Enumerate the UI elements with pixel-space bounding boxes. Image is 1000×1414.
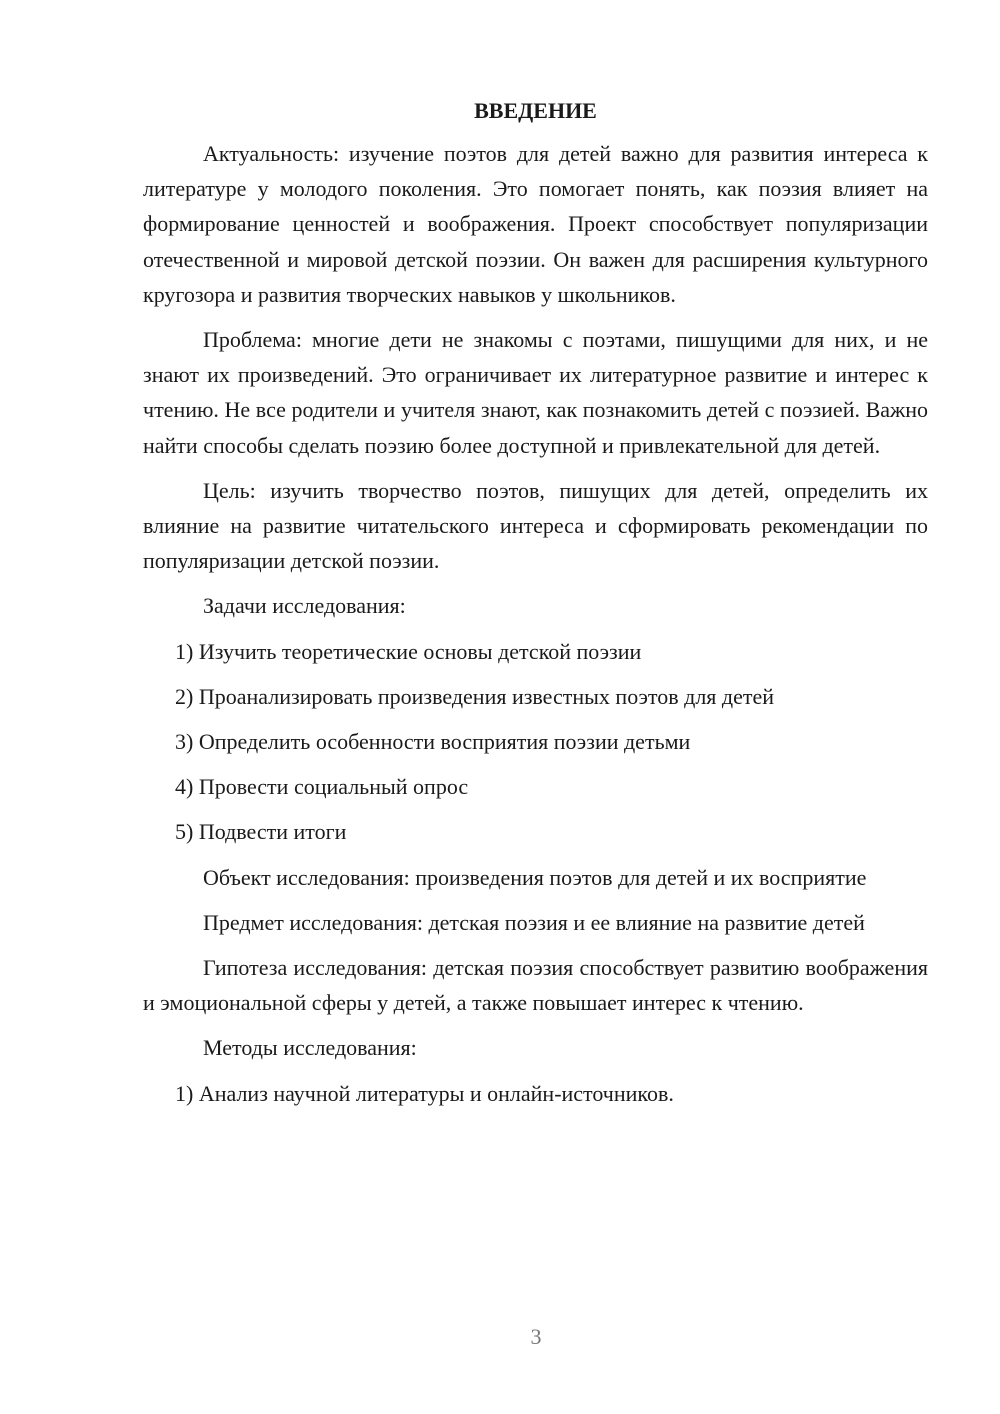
relevance-paragraph: Актуальность: изучение поэтов для детей важно для развития интереса к литературе у молодого поколения. Это помогает понять, как поэзия влияет на формирование ценностей и воображения. Проект способствует популяризации отечественной и мировой детской поэзии. Он важен для расширения культурного кругозора и развития творческих навыков у школьников.: [143, 141, 928, 307]
tasks-heading: Задачи исследования:: [203, 593, 406, 619]
object-paragraph: Объект исследования: произведения поэтов для детей и их восприятие: [203, 864, 867, 890]
hypothesis-paragraph: Гипотеза исследования: детская поэзия способствует развитию воображения и эмоциональной сферы у детей, а также повышает интерес к чтению.: [143, 955, 928, 1016]
problem-paragraph: Проблема: многие дети не знакомы с поэтами, пишущими для них, и не знают их произведений. Это ограничивает их литературное развитие и интерес к чтению. Не все родители и учителя знают, как познакомить детей с поэзией. Важно найти способы сделать поэзию более доступной и привлекательной для детей.: [143, 327, 928, 458]
page-body: [143, 96, 928, 1121]
page-title: ВВЕДЕНИЕ: [474, 98, 597, 123]
task-item: 4) Провести социальный опрос: [175, 774, 469, 800]
page-number: 3: [530, 1324, 542, 1349]
subject-paragraph: Предмет исследования: детская поэзия и ее влияние на развитие детей: [203, 909, 865, 935]
task-item: 3) Определить особенности восприятия поэзии детьми: [175, 729, 691, 755]
task-item: 5) Подвести итоги: [175, 819, 347, 845]
methods-list: [143, 1076, 928, 1111]
task-item: 1) Изучить теоретические основы детской поэзии: [175, 638, 642, 664]
methods-heading: Методы исследования:: [203, 1035, 417, 1061]
method-item: 1) Анализ научной литературы и онлайн-источников.: [175, 1080, 674, 1106]
task-item: 2) Проанализировать произведения известных поэтов для детей: [175, 683, 775, 709]
tasks-list: [143, 634, 928, 850]
goal-paragraph: Цель: изучить творчество поэтов, пишущих для детей, определить их влияние на развитие читательского интереса и сформировать рекомендации по популяризации детской поэзии.: [143, 477, 928, 574]
